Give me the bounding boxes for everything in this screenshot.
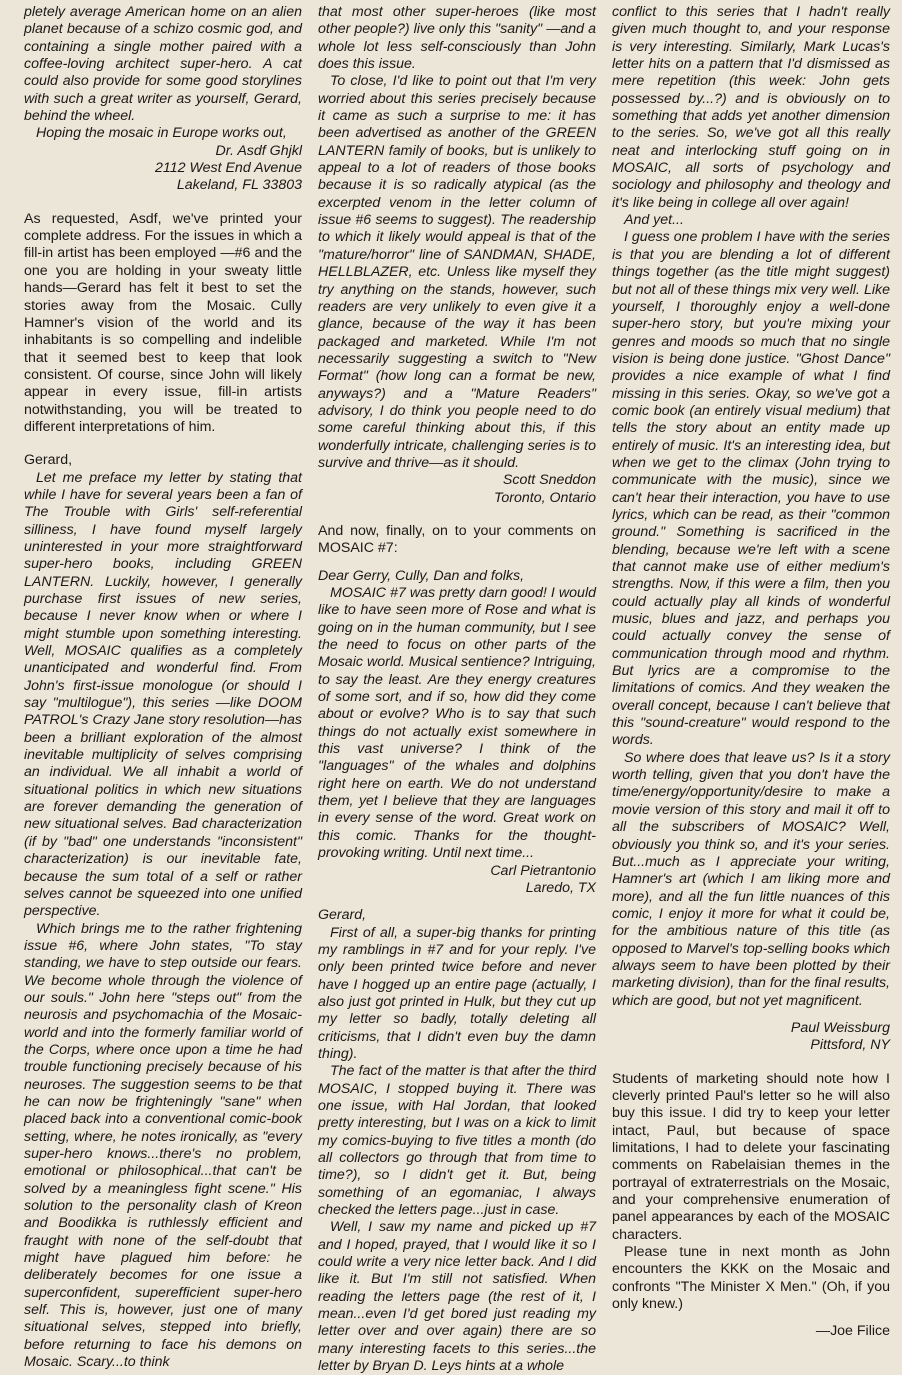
letter-paragraph: To close, I'd like to point out that I'm very worried about this series precisely because it came as such a surprise to me: it has been advertised as another of the GREEN LANTERN family of books, but is unlikely to appeal to a lot of readers of those books because it is so radically atypical (as the excerpted venom in the letter column of issue #6 seems to suggest). The readership to which it likely would appeal is that of the "mature/horror" line of SANDMAN, SHADE, HELLBLAZER, etc. Unless like myself they try anything on the stands, however, such readers are very unlikely to even give it a glance, because of the way it has been packaged and marketed. While I'm not necessarily suggesting a switch to "New Format" (how long can a format be new, anyways?) and a "Mature Readers" advisory, I do think you people need to do some careful thinking about this, if this wonderfully intricate, challenging series is to survive and thrive—as it should. (318, 73, 596, 471)
editor-closing: Please tune in next month as John encounters the KKK on the Mosaic and confronts "The Minister X Men." (Oh, if you only knew.) (612, 1244, 890, 1313)
letter-paragraph: So where does that leave us? Is it a story worth telling, given that you don't have the time/energy/opportunity/desire to make a movie version of this story and mail it off to all the subscribers of MOSAIC? Well, obviously you think so, and it's your series. But...much as I appreciate your writing, Hamner's art (which I am liking more and more), and all the fun little nuances of this comic, I enjoy it more for what it could be, for the ambitious nature of this title (as opposed to Marvel's top-selling books which always seem to have been plotted by their marketing division), than for the final results, which are good, but not yet magnificent. (612, 749, 890, 1009)
signature-name: Dr. Asdf Ghjkl (215, 142, 302, 159)
letter-salutation: Dear Gerry, Cully, Dan and folks, (318, 567, 525, 584)
letter-paragraph: that most other super-heroes (like most other people?) live only this "sanity" —and a whole lot less self-consciously than John does this issue. (318, 4, 596, 73)
letter-paragraph: Which brings me to the rather frightening issue #6, where John states, "To stay standing, we have to step outside our fears. We become whole through the violence of our souls." John here "steps out" from the neurosis and psychomachia of the Mosaic-world and into the formerly familiar world of the Corps, where once upon a time he had trouble functioning precisely because of his neuroses. The suggestion seems to be that he can now be frighteningly "sane" when placed back into a conventional comic-book setting, where, he notes ironically, as "every super-hero knows...there's no problem, emotional or philosophical...that can't be solved by a meaningless fight scene." His solution to the personality clash of Kreon and Boodikka is ruthlessly efficient and fraught with none of the self-doubt that might have plagued him before: he deliberately becomes for one issue a superconfident, superefficient super-hero self. This is, however, just one of many situational selves, stepped into briefly, before returning to face his demons on Mosaic. Scary...to think (24, 920, 302, 1371)
signature-name: Scott Sneddon (502, 472, 596, 489)
letter-salutation: Gerard, (24, 452, 73, 469)
editor-intro: And now, finally, on to your comments on MOSAIC #7: (318, 522, 596, 557)
editor-reply: As requested, Asdf, we've printed your complete address. For the issues in which a fill-in artist has been employed —#6 and the one you are holding in your sweaty little hands—Gerard has felt it best to set the stories away from the Mosaic. Cully Hamner's vision of the world and its inhabitants is so compelling and indelible that it seemed best to keep that look consistent. Of course, since John will likely appear in every issue, fill-in artists notwithstanding, you will be treated to different interpretations of him. (24, 210, 302, 435)
signature-city: Pittsford, NY (810, 1037, 890, 1054)
signature-name: Carl Pietrantonio (490, 862, 596, 879)
letter-1-text: pletely average American home on an alien planet because of a schizo cosmic god, and containing a single mother paired with a coffee-loving architect super-hero. A cat could also provide for some good storylines with such a great writer as yourself, Gerard, behind the wheel. (24, 4, 302, 125)
editor-reply: Students of marketing should note how I cleverly printed Paul's letter so he will also buy this issue. I did try to keep your letter intact, Paul, but because of space limitations, I had to delete your fascinating comments on Rabelaisian themes in the portrayal of extraterrestrials on the Mosaic, and your comprehensive enumeration of panel appearances by each of the MOSAIC characters. (612, 1070, 890, 1243)
column-2 (318, 4, 596, 1375)
signature-city: Lakeland, FL 33803 (176, 177, 302, 194)
editor-signature: —Joe Filice (815, 1323, 890, 1340)
letter-paragraph: MOSAIC #7 was pretty darn good! I would like to have seen more of Rose and what is going on in the human community, but I see the need to focus on other parts of the Mosaic world. Musical sentience? Intriguing, to say the least. Are they energy creatures of some sort, and if so, how did they come about or evolve? Who is to say that such things do not actually exist somewhere in this vast universe? I think of the "languages" of the whales and dolphins right here on earth. We do not understand them, yet I believe that they are languages in every sense of the word. Great work on this comic. Thanks for the thought-provoking writing. Until next time... (318, 585, 596, 862)
letter-salutation: Gerard, (318, 907, 367, 924)
letter-paragraph: And yet... (624, 212, 684, 229)
signature-name: Paul Weissburg (790, 1019, 890, 1036)
signature-city: Toronto, Ontario (494, 489, 596, 506)
letter-paragraph: Let me preface my letter by stating that while I have for several years been a fan of The Trouble with Girls' self-referential silliness, I have found myself largely uninterested in your more straightforward super-hero books, including GREEN LANTERN. Luckily, however, I generally purchase first issues of new series, because I never know when or where I might stumble upon something interesting. Well, MOSAIC qualifies as a completely unanticipated and wonderful find. From John's first-issue monologue (or should I say "multilogue"), this series —like DOOM PATROL's Crazy Jane story resolution—has been a brilliant exploration of the almost inevitable multiplicity of selves comprising an individual. We all inhabit a world of situational politics in which new situations are forever demanding the generation of new situational selves. Bad characterization (if by "bad" one understands "inconsistent" characterization) is our inevitable fate, because the sum total of a self or rather selves cannot be squeezed into one unified perspective. (24, 469, 302, 920)
letter-paragraph: First of all, a super-big thanks for printing my ramblings in #7 and for your reply. I've only been printed twice before and never have I hogged up an entire page (actually, I also just got printed in Hulk, but they cut up my letter so badly, totally deleting all criticisms, that I didn't even buy the damn thing). (318, 924, 596, 1062)
letter-paragraph: The fact of the matter is that after the third MOSAIC, I stopped buying it. There was one issue, with Hal Jordan, that looked pretty interesting, but I was on a kick to limit my comics-buying to five titles a month (do all collectors go through that from time to time?), so I didn't get it. But, being something of an egomaniac, I always checked the letters page...just in case. (318, 1063, 596, 1219)
letter-1-close: Hoping the mosaic in Europe works out, (36, 125, 287, 142)
letter-paragraph: conflict to this series that I hadn't really given much thought to, and your response is very interesting. Similarly, Mark Lucas's letter hits on a pattern that I'd dismissed as mere repetition (this week: John gets possessed by...?) and is obviously on to something that adds yet another dimension to the series. So, we've got all this really neat and interlocking stuff going on in MOSAIC, all sorts of psychology and sociology and philosophy and theology and it's like being in college all over again! (612, 4, 890, 211)
column-3 (612, 4, 890, 1365)
signature-city: Laredo, TX (525, 879, 596, 896)
letter-paragraph: Well, I saw my name and picked up #7 and I hoped, prayed, that I would like it so I could write a very nice letter back. And I did like it. But I'm still not satisfied. When reading the letters page (the rest of it, I mean...even I'd get bored just reading my letter over and over again) there are so many interesting facets to this series...the letter by Bryan D. Leys hints at a whole (318, 1219, 596, 1375)
signature-street: 2112 West End Avenue (155, 160, 302, 177)
letter-paragraph: I guess one problem I have with the series is that you are blending a lot of different things together (as the title might suggest) but not all of these things mix very well. Like yourself, I thoroughly enjoy a well-done super-hero story, but you're mixing your genres and moods so much that no single vision is being done justice. "Ghost Dance" provides a nice example of what I find missing in this series. Okay, so we've got a comic book (an entirely visual medium) that tells the story about an entity made up entirely of music. It's an interesting idea, but when we get to the climax (John trying to communicate with the music), since we can't hear their interaction, you have to use lyrics, which can be read, as their "common ground." Something is sacrificed in the blending, because we're left with a scene that cannot make use of either medium's strengths. Now, if this were a film, then you could actually play all kinds of wonderful music, blues and jazz, and perhaps you could actually convey the sense of communication through mood and rhythm. But lyrics are a compromise to the limitations of comics. And they weaken the overall concept, because I can't believe that this "sound-creature" would respond to the words. (612, 229, 890, 749)
column-1 (24, 4, 302, 1371)
